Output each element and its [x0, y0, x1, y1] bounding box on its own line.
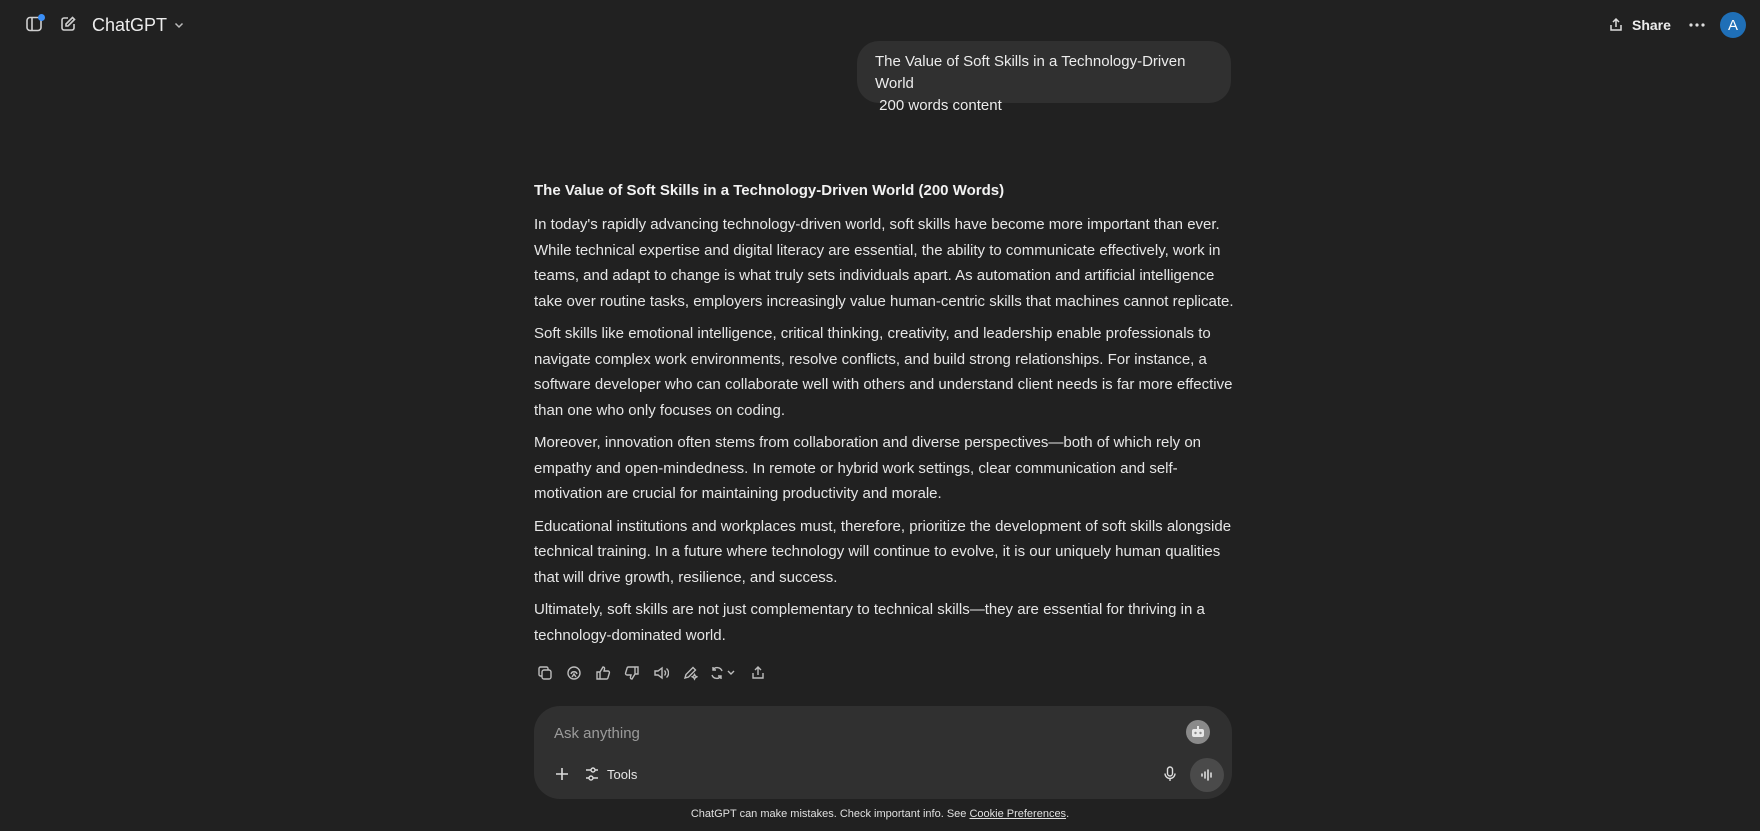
microphone-icon[interactable]	[1158, 762, 1182, 786]
share-icon[interactable]	[747, 662, 769, 684]
composer	[534, 706, 1232, 799]
model-name: ChatGPT	[92, 14, 168, 35]
read-aloud-icon[interactable]	[650, 662, 672, 684]
disclaimer	[0, 808, 1760, 820]
thumbs-down-icon[interactable]	[621, 662, 643, 684]
share-button[interactable]	[1608, 12, 1671, 38]
disclaimer-text: ChatGPT can make mistakes. Check important info. See	[690, 808, 970, 820]
cookie-preferences-link[interactable]: Cookie Preferences	[969, 808, 1067, 820]
assistant-message	[534, 180, 1234, 655]
notification-dot	[38, 14, 45, 21]
tools-label: Tools	[607, 766, 638, 782]
add-attachment-icon[interactable]	[550, 762, 574, 786]
voice-mode-icon[interactable]	[1190, 758, 1224, 792]
tools-icon	[584, 766, 600, 782]
message-actions	[534, 662, 776, 684]
response-paragraph: Ultimately, soft skills are not just complementary to technical skills—they are essential for thriving in a technology-dominated world.	[534, 601, 1205, 644]
response-title: The Value of Soft Skills in a Technology-Driven World (200 Words)	[534, 182, 1005, 199]
response-paragraph: Moreover, innovation often stems from collaboration and diverse perspectives—both of which rely on empathy and open-mindedness. In remote or hybrid work settings, clear communication and self-motivation are crucial for maintaining productivity and morale.	[534, 434, 1202, 502]
more-options-icon[interactable]	[1684, 12, 1710, 38]
bot-icon[interactable]	[1186, 720, 1210, 744]
model-switcher[interactable]	[92, 12, 185, 38]
share-label: Share	[1632, 17, 1671, 33]
share-icon	[1608, 17, 1624, 33]
thumbs-up-icon[interactable]	[592, 662, 614, 684]
regenerate-icon[interactable]	[708, 662, 740, 684]
tools-button[interactable]	[584, 761, 637, 787]
disclaimer-end: .	[1066, 808, 1070, 820]
response-paragraph: In today's rapidly advancing technology-driven world, soft skills have become more important than ever. While technical expertise and digital literacy are essential, the ability to communicate effectively, work in teams, and adapt to change is what truly sets individuals apart. As automation and artificial intelligence take over routine tasks, employers increasingly value human-centric skills that machines cannot replicate.	[534, 216, 1234, 310]
user-message-bubble: The Value of Soft Skills in a Technology-Driven World 200 words content	[857, 41, 1231, 103]
memory-icon[interactable]	[563, 662, 585, 684]
chevron-down-icon	[173, 19, 185, 31]
new-chat-icon[interactable]	[56, 12, 80, 36]
response-paragraph: Educational institutions and workplaces must, therefore, prioritize the development of soft skills alongside technical training. In a future where technology will continue to evolve, it is our uniquely human qualities that will drive growth, resilience, and success.	[534, 517, 1232, 586]
sidebar-toggle-icon[interactable]	[22, 12, 46, 36]
avatar[interactable]: A	[1720, 12, 1746, 38]
copy-icon[interactable]	[534, 662, 556, 684]
response-paragraph: Soft skills like emotional intelligence, critical thinking, creativity, and leadership enable professionals to navigate complex work environments, resolve conflicts, and build strong relationships. For instance, a software developer who can collaborate well with others and understand client needs is far more effective than one who only focuses on coding.	[534, 325, 1233, 419]
prompt-input[interactable]	[552, 720, 1116, 746]
edit-icon[interactable]	[679, 662, 701, 684]
